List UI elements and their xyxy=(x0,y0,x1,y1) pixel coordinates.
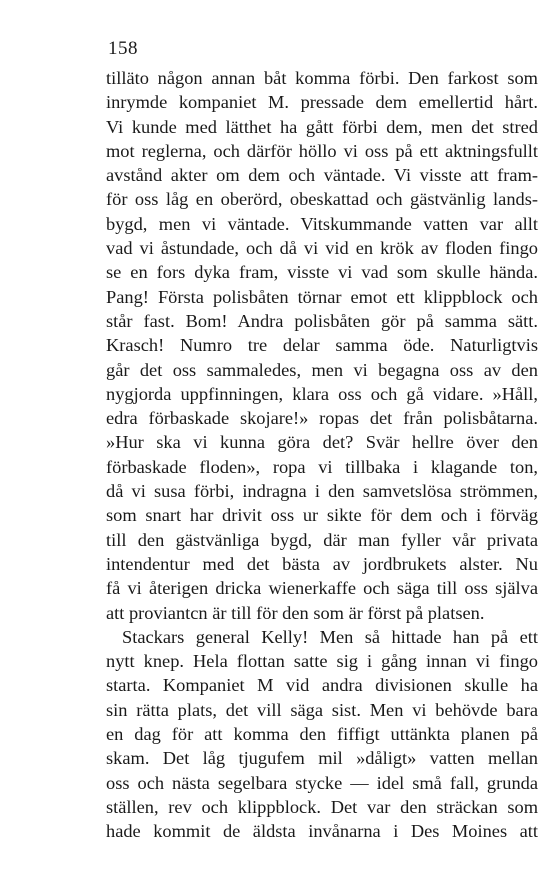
text-line: Krasch! Numro tre delar samma öde. Naturligtvis xyxy=(106,335,538,356)
text-line: intendentur med det bästa av jordbrukets alster. Nu xyxy=(106,553,538,574)
text-line: nygjorda uppfinningen, klara oss och gå vidare. »Håll, xyxy=(106,383,538,404)
text-line: mot reglerna, och därför höllo vi oss på ett aktningsfullt xyxy=(106,140,538,161)
text-line: går det oss sammaledes, men vi begagna oss av den xyxy=(106,359,538,380)
text-line: tilläto någon annan båt komma förbi. Den farkost som xyxy=(106,68,538,88)
text-line: Stackars general Kelly! Men så hittade han på ett xyxy=(122,626,538,647)
text-line: inrymde kompaniet M. pressade dem emellertid hårt. xyxy=(106,92,538,113)
text-line: då vi susa förbi, indragna i den samvetslösa strömmen, xyxy=(106,481,538,502)
text-line: starta. Kompaniet M vid andra divisionen skulle ha xyxy=(106,675,538,696)
text-line: hade kommit de äldsta invånarna i Des Moines att xyxy=(106,821,538,842)
text-line: en dag för att komma den fiffigt uttänkta planen på xyxy=(106,724,538,745)
text-line: Vi kunde med lätthet ha gått förbi dem, men det stred xyxy=(106,116,538,137)
text-line: Pang! Första polisbåten törnar emot ett klippblock och xyxy=(106,286,538,307)
text-line: edra förbaskade skojare!» ropas det från polisbåtarna. xyxy=(106,408,538,429)
text-line: nytt knep. Hela flottan satte sig i gång innan vi fingo xyxy=(106,651,538,672)
body-text xyxy=(106,66,538,844)
text-line: för oss låg en oberörd, obeskattad och gästvänlig lands- xyxy=(106,189,538,210)
text-line: står fast. Bom! Andra polisbåten gör på samma sätt. xyxy=(106,310,538,331)
text-line: till den gästvänliga bygd, där man fyller vår privata xyxy=(106,529,538,550)
text-line: förbaskade floden», ropa vi tillbaka i klagande ton, xyxy=(106,456,538,477)
text-line: oss och nästa segelbara stycke — idel små fall, grunda xyxy=(106,772,538,793)
text-line: få vi återigen dricka wienerkaffe och säga till oss själva xyxy=(106,578,538,599)
text-line: skam. Det låg tjugufem mil »dåligt» vatten mellan xyxy=(106,748,538,769)
page-number: 158 xyxy=(108,38,138,59)
text-line: ställen, rev och klippblock. Det var den sträckan som xyxy=(106,796,538,817)
text-line: sin rätta plats, det vill säga sist. Men vi behövde bara xyxy=(106,699,538,720)
text-line: att proviantcn är till för den som är först på platsen. xyxy=(106,602,485,623)
text-line: bygd, men vi väntade. Vitskummande vatten var allt xyxy=(106,213,538,234)
text-line: som snart har drivit oss ur sikte för dem och i förväg xyxy=(106,505,538,526)
text-line: se en fors dyka fram, visste vi vad som skulle hända. xyxy=(106,262,538,283)
text-line: avstånd akter om dem och väntade. Vi visste att fram- xyxy=(106,165,538,186)
text-line: vad vi åstundade, och då vi vid en krök av floden fingo xyxy=(106,238,538,259)
text-line: »Hur ska vi kunna göra det? Svär hellre över den xyxy=(106,432,538,453)
